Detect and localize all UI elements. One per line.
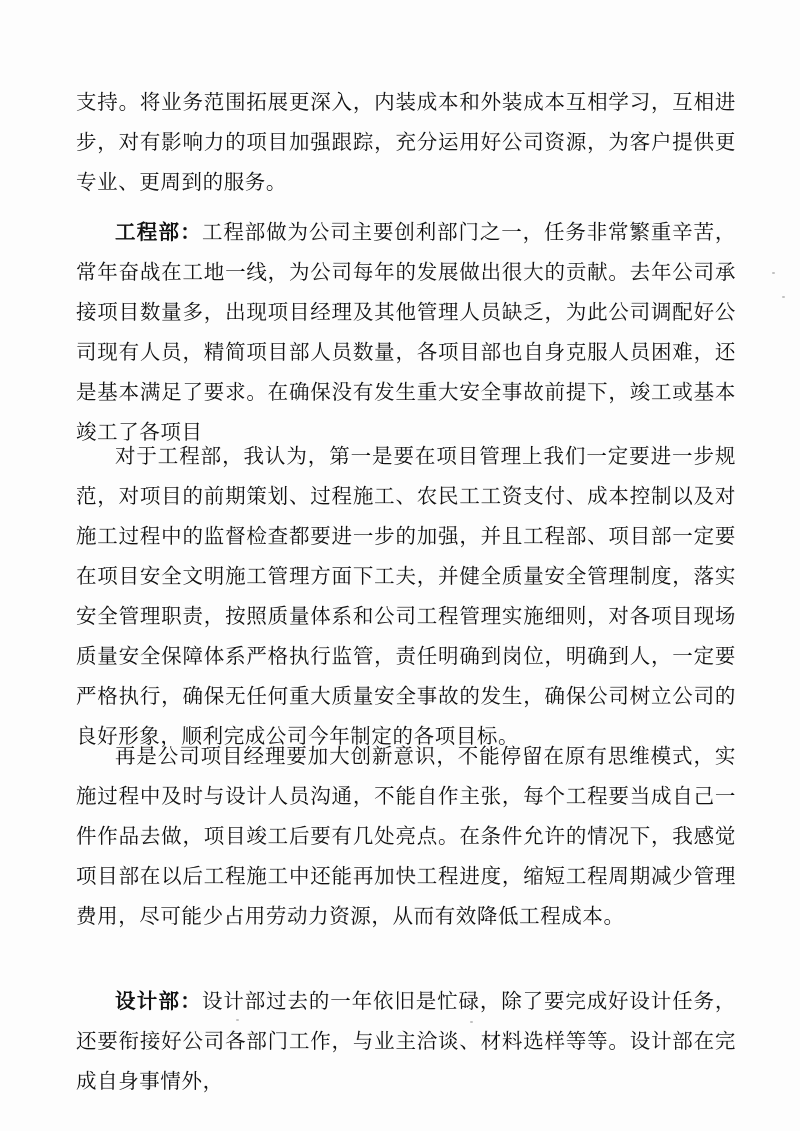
section-heading-engineering: 工程部： (114, 220, 203, 244)
paragraph-text: 支持。将业务范围拓展更深入，内装成本和外装成本互相学习，互相进步，对有影响力的项目加强跟踪，充分运用好公司资源，为客户提供更专业、更周到的服务。 (76, 90, 736, 194)
scan-speck (470, 1021, 473, 1023)
scan-speck (782, 296, 785, 298)
paragraph-text: 再是公司项目经理要加大创新意识，不能停留在原有思维模式，实施过程中及时与设计人员沟通，不能自作主张，每个工程要当成自己一件作品去做，项目竣工后要有几处亮点。在条件允许的情况下，我感觉项目部在以后工程施工中还能再加快工程进度，缩短工程周期减少管理费用，尽可能少占用劳动力资源，从而有效降低工程成本。 (76, 744, 736, 928)
scan-speck (772, 272, 775, 274)
paragraph-engineering-opinion (76, 436, 736, 756)
paragraph-design-department (76, 981, 736, 1101)
paragraph-project-manager-innovation (76, 736, 736, 936)
paragraph-text: 对于工程部，我认为，第一是要在项目管理上我们一定要进一步规范，对项目的前期策划、过程施工、农民工工资支付、成本控制以及对施工过程中的监督检查都要进一步的加强，并且工程部、项目部一定要在项目安全文明施工管理方面下工夫，并健全质量安全管理制度，落实安全管理职责，按照质量体系和公司工程管理实施细则，对各项目现场质量安全保障体系严格执行监管，责任明确到岗位，明确到人，一定要严格执行，确保无任何重大质量安全事故的发生，确保公司树立公司的良好形象，顺利完成公司今年制定的各项目标。 (76, 444, 736, 748)
section-heading-design: 设计部： (114, 989, 203, 1013)
paragraph-text: 工程部做为公司主要创利部门之一，任务非常繁重辛苦，常年奋战在工地一线，为公司每年的发展做出很大的贡献。去年公司承接项目数量多，出现项目经理及其他管理人员缺乏，为此公司调配好公司现有人员，精简项目部人员数量，各项目部也自身克服人员困难，还是基本满足了要求。在确保没有发生重大安全事故前提下，竣工或基本竣工了各项目 (76, 220, 737, 444)
paragraph-engineering-department (76, 212, 736, 452)
scan-speck (236, 1019, 239, 1021)
paragraph-services-continuation (76, 82, 736, 202)
paragraph-text: 设计部过去的一年依旧是忙碌，除了要完成好设计任务，还要衔接好公司各部门工作，与业主洽谈、材料选样等等。设计部在完成自身事情外， (76, 989, 737, 1093)
